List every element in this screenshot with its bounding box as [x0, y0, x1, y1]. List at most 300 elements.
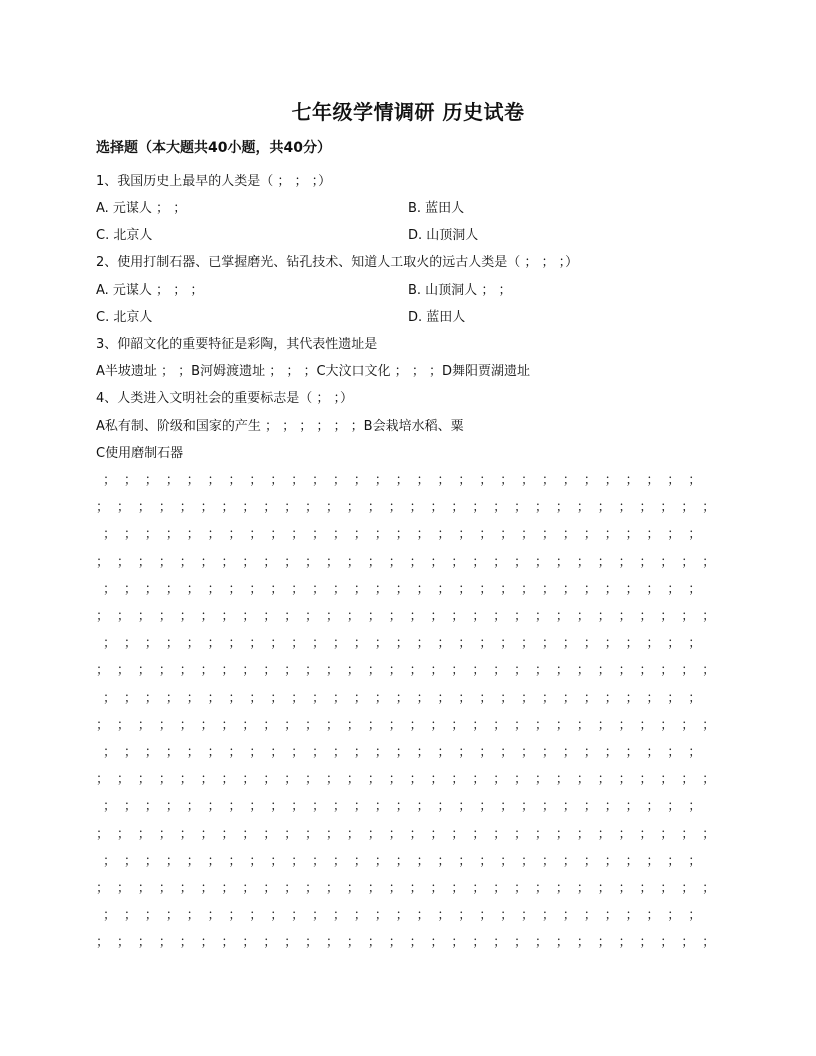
filler-semicolon: ；: [437, 799, 451, 815]
filler-semicolon: ；: [395, 799, 409, 815]
filler-semicolon: ；: [332, 853, 346, 869]
filler-semicolon: ；: [430, 500, 444, 516]
filler-semicolon: ；: [451, 717, 465, 733]
filler-semicolon: ；: [353, 527, 367, 543]
filler-semicolon: ；: [116, 881, 130, 896]
question-2-stem: 2、使用打制石器、已掌握磨光、钻孔技术、知道人工取火的远古人类是（ ； ； ；）: [96, 255, 579, 270]
filler-semicolon: ；: [388, 772, 402, 788]
filler-semicolon: ；: [200, 609, 214, 624]
filler-semicolon: ；: [200, 772, 214, 788]
filler-semicolon: ；: [249, 473, 263, 488]
filler-semicolon: ；: [597, 826, 611, 842]
filler-semicolon: ；: [144, 799, 158, 815]
filler-row: [0, 850, 816, 870]
filler-semicolon: ；: [625, 690, 639, 706]
filler-semicolon: ；: [207, 473, 221, 488]
filler-semicolon: ；: [395, 636, 409, 652]
filler-semicolon: ；: [688, 690, 702, 706]
filler-semicolon: ；: [249, 636, 263, 652]
filler-row: [0, 632, 816, 652]
filler-semicolon: ；: [207, 908, 221, 924]
filler-semicolon: ；: [660, 554, 674, 570]
filler-semicolon: ；: [437, 690, 451, 706]
filler-semicolon: ；: [96, 554, 110, 570]
filler-semicolon: ；: [618, 881, 632, 896]
filler-semicolon: ；: [472, 500, 486, 516]
filler-semicolon: ；: [353, 853, 367, 869]
filler-semicolon: ；: [367, 935, 381, 951]
filler-semicolon: ；: [646, 527, 660, 543]
filler-semicolon: ；: [430, 881, 444, 896]
filler-semicolon: ；: [123, 908, 137, 924]
filler-semicolon: ；: [479, 745, 493, 760]
filler-semicolon: ；: [284, 881, 298, 896]
filler-semicolon: ；: [116, 826, 130, 842]
filler-semicolon: ；: [221, 717, 235, 733]
filler-semicolon: ；: [123, 745, 137, 760]
filler-semicolon: ；: [625, 853, 639, 869]
filler-semicolon: ；: [409, 772, 423, 788]
filler-semicolon: ；: [103, 636, 117, 652]
filler-semicolon: ；: [688, 473, 702, 488]
filler-semicolon: ；: [576, 881, 590, 896]
filler-semicolon: ；: [144, 853, 158, 869]
filler-semicolon: ；: [332, 636, 346, 652]
filler-semicolon: ；: [346, 935, 360, 951]
filler-semicolon: ；: [500, 581, 514, 597]
filler-semicolon: ；: [521, 527, 535, 543]
filler-semicolon: ；: [534, 881, 548, 896]
filler-semicolon: ；: [604, 799, 618, 815]
filler-row: [0, 469, 816, 489]
filler-semicolon: ；: [165, 473, 179, 488]
filler-semicolon: ；: [597, 500, 611, 516]
filler-semicolon: ；: [346, 500, 360, 516]
filler-semicolon: ；: [270, 581, 284, 597]
filler-semicolon: ；: [451, 500, 465, 516]
filler-semicolon: ；: [437, 581, 451, 597]
filler-semicolon: ；: [137, 935, 151, 951]
filler-semicolon: ；: [521, 745, 535, 760]
filler-semicolon: ；: [639, 772, 653, 788]
filler-semicolon: ；: [186, 690, 200, 706]
filler-semicolon: ；: [242, 826, 256, 842]
filler-semicolon: ；: [186, 527, 200, 543]
filler-semicolon: ；: [242, 935, 256, 951]
filler-semicolon: ；: [123, 581, 137, 597]
filler-semicolon: ；: [179, 554, 193, 570]
filler-semicolon: ；: [479, 527, 493, 543]
filler-semicolon: ；: [562, 581, 576, 597]
filler-semicolon: ；: [242, 609, 256, 624]
filler-semicolon: ；: [374, 581, 388, 597]
filler-semicolon: ；: [639, 554, 653, 570]
filler-semicolon: ；: [604, 745, 618, 760]
filler-semicolon: ；: [472, 935, 486, 951]
filler-semicolon: ；: [534, 935, 548, 951]
filler-semicolon: ；: [228, 690, 242, 706]
filler-semicolon: ；: [646, 690, 660, 706]
filler-semicolon: ；: [332, 473, 346, 488]
filler-semicolon: ；: [284, 717, 298, 733]
filler-semicolon: ；: [395, 581, 409, 597]
filler-semicolon: ；: [618, 717, 632, 733]
filler-semicolon: ；: [228, 636, 242, 652]
filler-row: [0, 931, 816, 951]
filler-semicolon: ；: [263, 772, 277, 788]
filler-semicolon: ；: [395, 908, 409, 924]
filler-semicolon: ；: [312, 799, 326, 815]
filler-semicolon: ；: [500, 527, 514, 543]
filler-semicolon: ；: [702, 772, 716, 788]
filler-semicolon: ；: [325, 500, 339, 516]
filler-semicolon: ；: [430, 935, 444, 951]
filler-semicolon: ；: [514, 554, 528, 570]
filler-semicolon: ；: [534, 554, 548, 570]
filler-semicolon: ；: [534, 500, 548, 516]
filler-semicolon: ；: [207, 581, 221, 597]
filler-semicolon: ；: [221, 663, 235, 679]
filler-semicolon: ；: [514, 717, 528, 733]
filler-semicolon: ；: [353, 908, 367, 924]
filler-semicolon: ；: [681, 717, 695, 733]
filler-semicolon: ；: [521, 473, 535, 488]
filler-semicolon: ；: [325, 826, 339, 842]
filler-semicolon: ；: [346, 609, 360, 624]
filler-semicolon: ；: [555, 717, 569, 733]
filler-semicolon: ；: [493, 663, 507, 679]
filler-semicolon: ；: [374, 745, 388, 760]
filler-semicolon: ；: [325, 935, 339, 951]
filler-semicolon: ；: [305, 554, 319, 570]
filler-semicolon: ；: [158, 663, 172, 679]
filler-semicolon: ；: [646, 745, 660, 760]
filler-semicolon: ；: [137, 717, 151, 733]
filler-semicolon: ；: [325, 609, 339, 624]
filler-semicolon: ；: [500, 690, 514, 706]
filler-semicolon: ；: [660, 935, 674, 951]
filler-semicolon: ；: [325, 772, 339, 788]
filler-semicolon: ；: [374, 799, 388, 815]
filler-semicolon: ；: [437, 636, 451, 652]
filler-semicolon: ；: [353, 799, 367, 815]
filler-semicolon: ；: [263, 500, 277, 516]
filler-semicolon: ；: [123, 636, 137, 652]
filler-semicolon: ；: [367, 826, 381, 842]
filler-semicolon: ；: [179, 663, 193, 679]
filler-semicolon: ；: [702, 935, 716, 951]
filler-semicolon: ；: [639, 717, 653, 733]
filler-semicolon: ；: [158, 609, 172, 624]
filler-semicolon: ；: [270, 799, 284, 815]
filler-semicolon: ；: [103, 745, 117, 760]
filler-semicolon: ；: [284, 554, 298, 570]
filler-semicolon: ；: [479, 473, 493, 488]
filler-semicolon: ；: [667, 799, 681, 815]
filler-semicolon: ；: [597, 663, 611, 679]
filler-semicolon: ；: [409, 609, 423, 624]
filler-semicolon: ；: [249, 745, 263, 760]
filler-semicolon: ；: [186, 636, 200, 652]
question-3-options: A半坡遗址 ； ；B河姆渡遗址 ； ； ；C大汶口文化 ； ； ；D舞阳贾湖遗址: [96, 364, 530, 379]
filler-semicolon: ；: [165, 799, 179, 815]
filler-semicolon: ；: [221, 500, 235, 516]
filler-semicolon: ；: [514, 609, 528, 624]
filler-row: [0, 714, 816, 734]
filler-semicolon: ；: [472, 826, 486, 842]
filler-semicolon: ；: [96, 826, 110, 842]
filler-semicolon: ；: [681, 826, 695, 842]
filler-semicolon: ；: [458, 799, 472, 815]
filler-semicolon: ；: [514, 772, 528, 788]
filler-semicolon: ；: [681, 935, 695, 951]
filler-semicolon: ；: [437, 473, 451, 488]
filler-semicolon: ；: [395, 527, 409, 543]
filler-semicolon: ；: [625, 581, 639, 597]
filler-semicolon: ；: [325, 881, 339, 896]
filler-semicolon: ；: [332, 690, 346, 706]
filler-semicolon: ；: [284, 500, 298, 516]
filler-semicolon: ；: [291, 799, 305, 815]
filler-semicolon: ；: [179, 772, 193, 788]
filler-semicolon: ；: [639, 500, 653, 516]
filler-semicolon: ；: [562, 527, 576, 543]
filler-semicolon: ；: [493, 935, 507, 951]
filler-semicolon: ；: [96, 935, 110, 951]
filler-semicolon: ；: [116, 717, 130, 733]
filler-semicolon: ；: [625, 745, 639, 760]
filler-row: [0, 768, 816, 788]
filler-semicolon: ；: [562, 799, 576, 815]
filler-semicolon: ；: [221, 826, 235, 842]
filler-semicolon: ；: [137, 609, 151, 624]
filler-semicolon: ；: [458, 636, 472, 652]
filler-semicolon: ；: [534, 826, 548, 842]
filler-semicolon: ；: [367, 881, 381, 896]
question-4-option-c: C使用磨制石器: [96, 446, 184, 461]
filler-semicolon: ；: [514, 826, 528, 842]
filler-semicolon: ；: [681, 609, 695, 624]
filler-semicolon: ；: [416, 853, 430, 869]
filler-semicolon: ；: [667, 690, 681, 706]
filler-semicolon: ；: [472, 772, 486, 788]
filler-semicolon: ；: [270, 636, 284, 652]
filler-semicolon: ；: [116, 663, 130, 679]
question-1-option-c: C. 北京人: [96, 228, 153, 243]
question-1-option-d: D. 山顶洞人: [408, 228, 479, 243]
filler-semicolon: ；: [144, 581, 158, 597]
filler-semicolon: ；: [667, 853, 681, 869]
filler-semicolon: ；: [625, 636, 639, 652]
filler-semicolon: ；: [583, 799, 597, 815]
filler-semicolon: ；: [702, 826, 716, 842]
filler-semicolon: ；: [312, 636, 326, 652]
filler-semicolon: ；: [458, 745, 472, 760]
filler-semicolon: ；: [583, 690, 597, 706]
filler-semicolon: ；: [388, 826, 402, 842]
filler-semicolon: ；: [625, 908, 639, 924]
filler-semicolon: ；: [583, 581, 597, 597]
filler-row: [0, 578, 816, 598]
filler-semicolon: ；: [263, 663, 277, 679]
filler-semicolon: ；: [430, 554, 444, 570]
filler-semicolon: ；: [604, 473, 618, 488]
filler-semicolon: ；: [583, 745, 597, 760]
filler-semicolon: ；: [458, 908, 472, 924]
filler-semicolon: ；: [291, 853, 305, 869]
filler-semicolon: ；: [472, 609, 486, 624]
question-1-stem: 1、我国历史上最早的人类是（ ； ； ；）: [96, 174, 332, 189]
filler-semicolon: ；: [165, 853, 179, 869]
filler-semicolon: ；: [500, 799, 514, 815]
filler-semicolon: ；: [555, 554, 569, 570]
filler-semicolon: ；: [96, 663, 110, 679]
filler-semicolon: ；: [291, 690, 305, 706]
filler-semicolon: ；: [541, 581, 555, 597]
filler-semicolon: ；: [430, 826, 444, 842]
filler-row: [0, 904, 816, 924]
filler-semicolon: ；: [242, 881, 256, 896]
filler-semicolon: ；: [305, 609, 319, 624]
filler-semicolon: ；: [458, 473, 472, 488]
filler-semicolon: ；: [562, 908, 576, 924]
filler-semicolon: ；: [688, 799, 702, 815]
filler-row: [0, 795, 816, 815]
filler-semicolon: ；: [500, 473, 514, 488]
filler-semicolon: ；: [409, 881, 423, 896]
filler-semicolon: ；: [451, 935, 465, 951]
filler-semicolon: ；: [534, 609, 548, 624]
filler-semicolon: ；: [667, 745, 681, 760]
filler-semicolon: ；: [346, 717, 360, 733]
filler-semicolon: ；: [534, 717, 548, 733]
filler-semicolon: ；: [472, 881, 486, 896]
filler-semicolon: ；: [221, 881, 235, 896]
filler-semicolon: ；: [116, 554, 130, 570]
filler-semicolon: ；: [388, 717, 402, 733]
filler-semicolon: ；: [395, 690, 409, 706]
filler-semicolon: ；: [200, 663, 214, 679]
filler-semicolon: ；: [618, 663, 632, 679]
filler-semicolon: ；: [667, 527, 681, 543]
filler-semicolon: ；: [242, 500, 256, 516]
question-2-option-c: C. 北京人: [96, 310, 153, 325]
filler-semicolon: ；: [200, 554, 214, 570]
filler-semicolon: ；: [409, 717, 423, 733]
filler-semicolon: ；: [388, 881, 402, 896]
filler-semicolon: ；: [409, 935, 423, 951]
filler-semicolon: ；: [137, 500, 151, 516]
filler-semicolon: ；: [409, 826, 423, 842]
filler-semicolon: ；: [221, 935, 235, 951]
filler-semicolon: ；: [604, 527, 618, 543]
filler-semicolon: ；: [639, 826, 653, 842]
filler-semicolon: ；: [576, 935, 590, 951]
filler-semicolon: ；: [242, 772, 256, 788]
filler-semicolon: ；: [200, 935, 214, 951]
filler-row: [0, 687, 816, 707]
filler-semicolon: ；: [103, 473, 117, 488]
filler-semicolon: ；: [346, 881, 360, 896]
filler-semicolon: ；: [541, 473, 555, 488]
filler-semicolon: ；: [367, 717, 381, 733]
filler-semicolon: ；: [263, 826, 277, 842]
filler-semicolon: ；: [291, 636, 305, 652]
filler-semicolon: ；: [249, 527, 263, 543]
filler-semicolon: ；: [500, 636, 514, 652]
filler-semicolon: ；: [270, 473, 284, 488]
filler-semicolon: ；: [367, 554, 381, 570]
filler-semicolon: ；: [346, 554, 360, 570]
filler-semicolon: ；: [430, 609, 444, 624]
filler-semicolon: ；: [374, 636, 388, 652]
filler-semicolon: ；: [96, 717, 110, 733]
filler-semicolon: ；: [514, 881, 528, 896]
filler-semicolon: ；: [367, 663, 381, 679]
filler-semicolon: ；: [646, 908, 660, 924]
filler-semicolon: ；: [514, 663, 528, 679]
filler-semicolon: ；: [353, 636, 367, 652]
filler-semicolon: ；: [305, 717, 319, 733]
filler-semicolon: ；: [158, 500, 172, 516]
filler-semicolon: ；: [144, 473, 158, 488]
filler-semicolon: ；: [541, 636, 555, 652]
filler-semicolon: ；: [576, 826, 590, 842]
filler-semicolon: ；: [395, 473, 409, 488]
filler-semicolon: ；: [660, 609, 674, 624]
filler-semicolon: ；: [646, 581, 660, 597]
filler-semicolon: ；: [325, 554, 339, 570]
filler-row: [0, 823, 816, 843]
filler-semicolon: ；: [451, 826, 465, 842]
filler-semicolon: ；: [96, 609, 110, 624]
filler-semicolon: ；: [639, 935, 653, 951]
filler-semicolon: ；: [604, 581, 618, 597]
filler-semicolon: ；: [284, 772, 298, 788]
filler-semicolon: ；: [179, 717, 193, 733]
filler-semicolon: ；: [555, 609, 569, 624]
filler-semicolon: ；: [137, 826, 151, 842]
filler-semicolon: ；: [555, 935, 569, 951]
filler-semicolon: ；: [541, 690, 555, 706]
filler-semicolon: ；: [228, 853, 242, 869]
filler-semicolon: ；: [437, 908, 451, 924]
filler-semicolon: ；: [123, 473, 137, 488]
filler-semicolon: ；: [416, 581, 430, 597]
filler-semicolon: ；: [388, 609, 402, 624]
filler-semicolon: ；: [576, 500, 590, 516]
filler-semicolon: ；: [116, 609, 130, 624]
filler-semicolon: ；: [207, 799, 221, 815]
filler-semicolon: ；: [604, 908, 618, 924]
filler-semicolon: ；: [702, 609, 716, 624]
filler-semicolon: ；: [702, 881, 716, 896]
filler-semicolon: ；: [116, 500, 130, 516]
filler-row: [0, 496, 816, 516]
filler-semicolon: ；: [430, 772, 444, 788]
filler-semicolon: ；: [500, 908, 514, 924]
filler-semicolon: ；: [576, 609, 590, 624]
filler-row: [0, 659, 816, 679]
filler-semicolon: ；: [534, 772, 548, 788]
filler-semicolon: ；: [681, 500, 695, 516]
filler-semicolon: ；: [221, 554, 235, 570]
filler-semicolon: ；: [562, 636, 576, 652]
filler-semicolon: ；: [137, 554, 151, 570]
filler-semicolon: ；: [186, 745, 200, 760]
filler-semicolon: ；: [688, 527, 702, 543]
filler-semicolon: ；: [179, 500, 193, 516]
